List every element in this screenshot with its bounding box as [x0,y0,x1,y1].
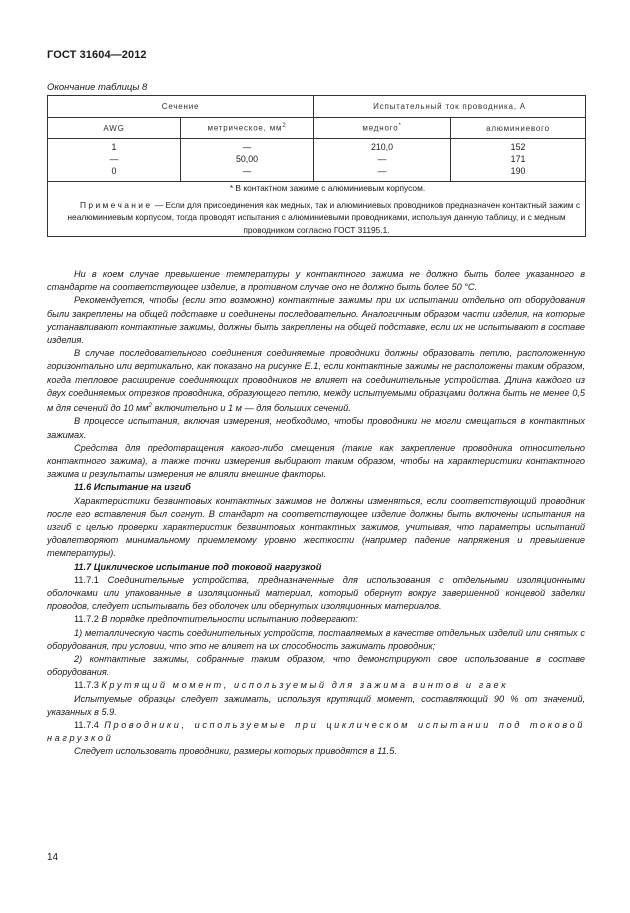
paragraph: 11.7.4 Проводники, используемые при циклическом испытании под токовой нагрузкой [47,719,585,744]
paragraph: Средства для предотвращения какого-либо смещения (такие как закрепление проводника относительно контактного зажима), а также точки измерения выбирают таким образом, чтобы на характеристики контактного зажима и результаты измерения не влияли внешние факторы. [47,442,585,480]
paragraph: В процессе испытания, включая измерения, необходимо, чтобы проводники не могли смещаться в контактных зажимах. [47,416,585,440]
paragraph: В случае последовательного соединения соединяемые проводники должны образовать петлю, расположенную горизонтально или вертикально, как показано на рисунке Е.1, если контактные зажимы не расположены таким образом, когда тепловое расширение соединяющих проводников не влияет на соединительные устройства. Длина каждого из двух соединяемых отрезков проводника, образующего петлю, между испытуемыми образцами должна быть не менее 0,5 м для сечений до 10 $мм^2$ включительно и 1 м — для больших сечений. [47,348,585,414]
header-section: Сечение [48,96,314,118]
paragraph: Характеристики безвинтовых контактных зажимов не должны изменяться, если соответствующий проводник после его вставления был согнут. В стандарт на соответствующее изделие должны быть включены испытания на изгиб с целью проверки характеристик безвинтовых контактных зажимов, учитывая, что параметры испытаний удовлетворяют минимальному приемлемому уровню жесткости (например падение напряжения и превышение температуры). [47,495,585,559]
paragraph: 11.7.2 В порядке предпочтительности испытанию подвергают: [74,614,358,625]
paragraph: 11.7.3 Крутящий момент, используемый для зажима винтов и гаек [74,680,509,691]
paragraph: Испытуемые образцы следует зажимать, используя крутящий момент, составляющий 90 % от значений, указанных в 5.9. [47,693,585,717]
header-test-current: Испытательный ток проводника, А [314,96,586,118]
header-awg: AWG [48,118,181,139]
cell-metric: — 50,00 — [181,139,314,182]
list-item: 1) металлическую часть соединительных устройств, поставляемых в качестве отдельных изделий или снятых с оборудования, при условии, что это не влияет на их способность зажимать проводник; [47,627,585,651]
cell-awg: 1 — 0 [48,139,181,182]
document-id-header: ГОСТ 31604—2012 [47,49,147,61]
section-heading-11-6: 11.6 Испытание на изгиб [74,482,191,493]
body-text [47,268,585,759]
header-aluminium: алюминиевого [451,118,586,139]
header-metric: метрическое, $мм^2$ [181,118,314,139]
header-copper: медного* [314,118,451,139]
paragraph: 11.7.1 Соединительные устройства, предназначенные для использования с отдельными изоляционными оболочками или упакованные в изоляционный материал, который обернут вокруг завершенной концевой заделки проводов, следует испытывать без оболочек или обернутых изоляционных материалов. [47,574,585,612]
table-caption: Окончание таблицы 8 [47,82,148,93]
list-item: 2) контактные зажимы, собранные таким образом, что демонстрируют свое использование в составе оборудования. [47,653,585,678]
section-heading-11-7: 11.7 Циклическое испытание под токовой нагрузкой [74,561,322,572]
table-footnote: * В контактном зажиме с алюминиевым корпусом. [229,183,426,193]
cell-copper: 210,0 — — [314,139,451,182]
paragraph: Рекомендуется, чтобы (если это возможно) контактные зажимы при их испытании отдельно от оборудования были закреплены на общей подставке и соединены последовательно. Аналогичным образом части изделия, на которые устанавливают контактные зажимы, должны быть закреплены на общей подставке, если их не испытывают в составе изделия. [47,295,585,346]
cell-aluminium: 152 171 190 [451,139,586,182]
current-table [47,95,586,237]
table-note: Примечание — Если для присоединения как медных, так и алюминиевых проводников предназначен контактный зажим с неалюминиевым корпусом, тогда проводят испытания с алюминиевыми проводниками, используя данную таблицу, и с медным проводником согласно ГОСТ 31195.1. [67,200,581,235]
paragraph: Следует использовать проводники, размеры которых приводятся в 11.5. [74,746,397,757]
paragraph: Ни в коем случае превышение температуры у контактного зажима не должно быть более указанного в стандарте на соответствующее изделие, в противном случае оно не должно быть более 50 °С. [47,269,585,293]
page-number: 14 [47,852,59,863]
table-notes [48,182,586,237]
